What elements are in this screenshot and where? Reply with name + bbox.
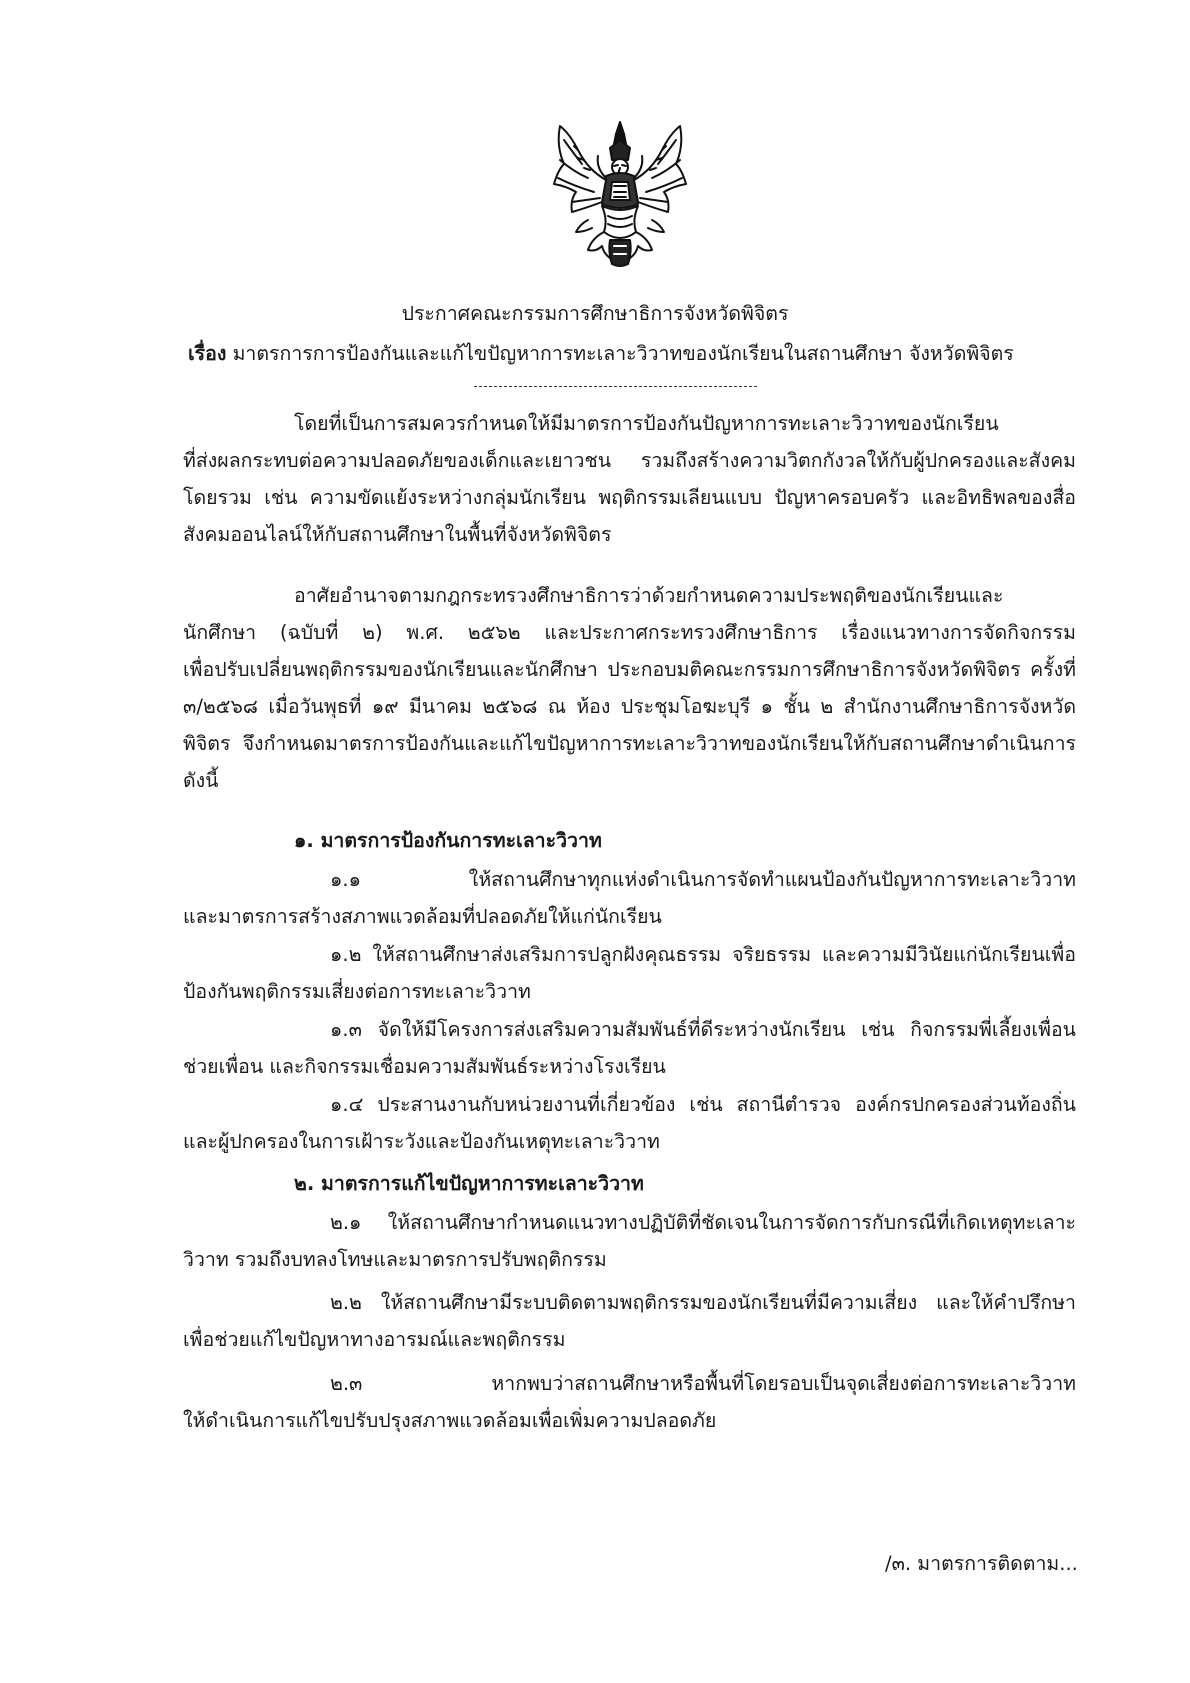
subject-line (188, 342, 1014, 366)
paragraph2-line: นักศึกษา (ฉบับที่ ๒) พ.ศ. ๒๕๖๒ และประกาศกระทรวงศึกษาธิการ เรื่องแนวทางการจัดกิจกรรม (183, 621, 1076, 644)
paragraph2-line: อาศัยอำนาจตามกฎกระทรวงศึกษาธิการว่าด้วยกำหนดความประพฤติของนักเรียนและ (294, 584, 1004, 607)
paragraph1-line: สังคมออนไลน์ให้กับสถานศึกษาในพื้นที่จังหวัดพิจิตร (183, 523, 612, 546)
title-divider (474, 386, 757, 387)
section1-item-4: ๑.๔ ประสานงานกับหน่วยงานที่เกี่ยวข้อง เช่น สถานีตำรวจ องค์กรปกครองส่วนท้องถิ่น (330, 1093, 1076, 1116)
continuation-marker: /๓. มาตรการติดตาม... (885, 1552, 1078, 1575)
paragraph2-line: ๓/๒๕๖๘ เมื่อวันพุธที่ ๑๙ มีนาคม ๒๕๖๘ ณ ห้อง ประชุมโอฆะบุรี ๑ ชั้น ๒ สำนักงานศึกษาธิการจังหวัด (183, 695, 1076, 718)
section2-item-3-cont: ให้ดำเนินการแก้ไขปรับปรุงสภาพแวดล้อมเพื่อเพิ่มความปลอดภัย (183, 1409, 717, 1432)
section1-item-2: ๑.๒ ให้สถานศึกษาส่งเสริมการปลูกฝังคุณธรรม จริยธรรม และความมีวินัยแก่นักเรียนเพื่อ (330, 943, 1076, 966)
section2-item-2: ๒.๒ ให้สถานศึกษามีระบบติดตามพฤติกรรมของนักเรียนที่มีความเสี่ยง และให้คำปรึกษา (330, 1291, 1076, 1314)
section1-item-1: ๑.๑ ให้สถานศึกษาทุกแห่งดำเนินการจัดทำแผนป้องกันปัญหาการทะเลาะวิวาท (330, 868, 1076, 891)
paragraph1-line: โดยที่เป็นการสมควรกำหนดให้มีมาตรการป้องกันปัญหาการทะเลาะวิวาทของนักเรียน (294, 412, 999, 435)
section1-item-3: ๑.๓ จัดให้มีโครงการส่งเสริมความสัมพันธ์ที่ดีระหว่างนักเรียน เช่น กิจกรรมพี่เลี้ยงเพื่อน (330, 1018, 1076, 1041)
paragraph2-line: พิจิตร จึงกำหนดมาตรการป้องกันและแก้ไขปัญหาการทะเลาะวิวาทของนักเรียนให้กับสถานศึกษาดำเนินการ (183, 732, 1076, 755)
paragraph2-line: ดังนี้ (183, 769, 219, 792)
paragraph2-line: เพื่อปรับเปลี่ยนพฤติกรรมของนักเรียนและนักศึกษา ประกอบมติคณะกรรมการศึกษาธิการจังหวัดพิจิตร ครั้งที่ (183, 658, 1076, 681)
section1-heading: ๑. มาตรการป้องกันการทะเลาะวิวาท (294, 829, 602, 852)
subject-text: มาตรการการป้องกันและแก้ไขปัญหาการทะเลาะวิวาทของนักเรียนในสถานศึกษา จังหวัดพิจิตร (232, 342, 1014, 365)
subject-label: เรื่อง (188, 342, 227, 365)
section1-item-1-cont: และมาตรการสร้างสภาพแวดล้อมที่ปลอดภัยให้แก่นักเรียน (183, 905, 662, 928)
garuda-emblem (548, 120, 692, 270)
document-title: ประกาศคณะกรรมการศึกษาธิการจังหวัดพิจิตร (401, 302, 789, 325)
section2-heading: ๒. มาตรการแก้ไขปัญหาการทะเลาะวิวาท (294, 1172, 644, 1195)
paragraph1-line: ที่ส่งผลกระทบต่อความปลอดภัยของเด็กและเยาวชน รวมถึงสร้างความวิตกกังวลให้กับผู้ปกครองและสังคม (183, 449, 1076, 472)
paragraph1-line: โดยรวม เช่น ความขัดแย้งระหว่างกลุ่มนักเรียน พฤติกรรมเลียนแบบ ปัญหาครอบครัว และอิทธิพลของสื่อ (183, 486, 1076, 509)
section2-item-1: ๒.๑ ให้สถานศึกษากำหนดแนวทางปฏิบัติที่ชัดเจนในการจัดการกับกรณีที่เกิดเหตุทะเลาะ (330, 1211, 1076, 1234)
section1-item-2-cont: ป้องกันพฤติกรรมเสี่ยงต่อการทะเลาะวิวาท (183, 980, 531, 1003)
section2-item-1-cont: วิวาท รวมถึงบทลงโทษและมาตรการปรับพฤติกรรม (183, 1248, 607, 1271)
section2-item-2-cont: เพื่อช่วยแก้ไขปัญหาทางอารมณ์และพฤติกรรม (183, 1328, 566, 1351)
section1-item-4-cont: และผู้ปกครองในการเฝ้าระวังและป้องกันเหตุทะเลาะวิวาท (183, 1130, 660, 1153)
section2-item-3: ๒.๓ หากพบว่าสถานศึกษาหรือพื้นที่โดยรอบเป็นจุดเสี่ยงต่อการทะเลาะวิวาท (330, 1372, 1076, 1395)
section1-item-3-cont: ช่วยเพื่อน และกิจกรรมเชื่อมความสัมพันธ์ระหว่างโรงเรียน (183, 1055, 666, 1078)
